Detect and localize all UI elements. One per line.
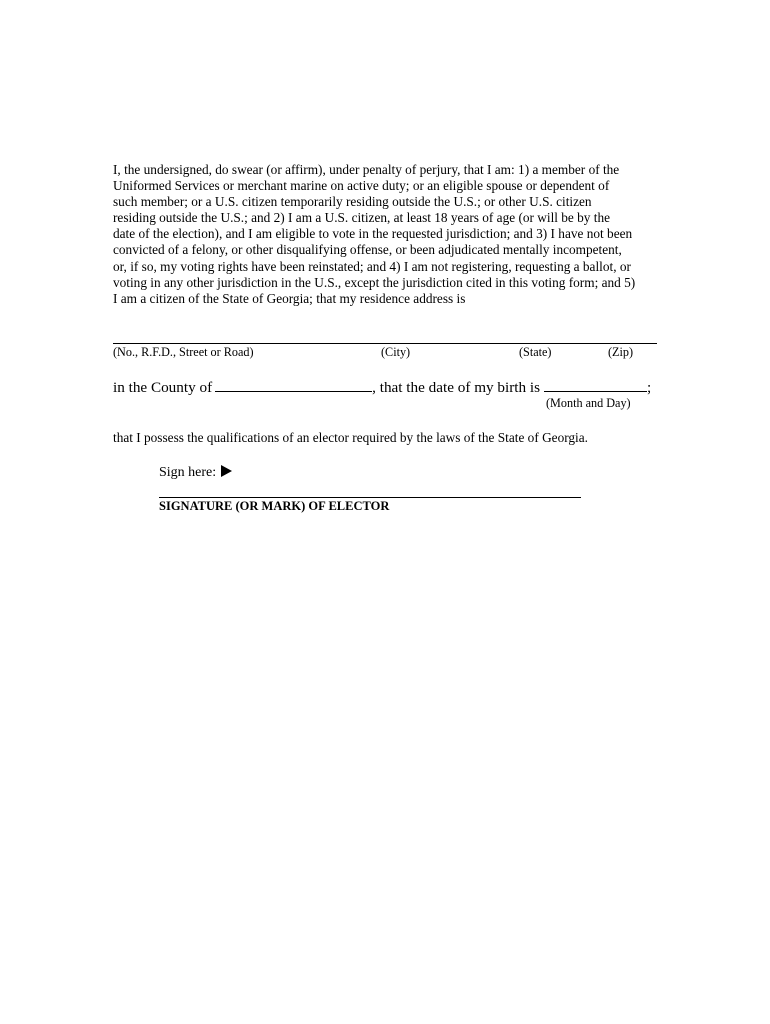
oath-line: I, the undersigned, do swear (or affirm), under penalty of perjury, that I am: 1) a member of the — [113, 162, 620, 177]
birth-date-hint: (Month and Day) — [546, 396, 631, 410]
birth-date-field[interactable] — [544, 378, 647, 392]
oath-paragraph — [113, 162, 663, 307]
county-field[interactable] — [215, 378, 372, 392]
oath-line: convicted of a felony, or other disqualifying offense, or been adjudicated mentally incompetent, — [113, 242, 622, 258]
zip-label: (Zip) — [608, 345, 634, 359]
qualification-statement: that I possess the qualifications of an elector required by the laws of the State of Georgia. — [113, 430, 588, 445]
city-label: (City) — [381, 345, 411, 359]
oath-line: date of the election), and I am eligible to vote in the requested jurisdiction; and 3) I have not been — [113, 226, 633, 242]
county-prefix: in the County of — [113, 379, 213, 396]
row-terminator: ; — [647, 379, 652, 396]
oath-line: Uniformed Services or merchant marine on active duty; or an eligible spouse or dependent of — [113, 178, 610, 194]
state-label: (State) — [519, 345, 552, 359]
oath-line: residing outside the U.S.; and 2) I am a U.S. citizen, at least 18 years of age (or will be by the — [113, 210, 611, 226]
county-birth-row — [113, 378, 651, 397]
arrow-right-icon — [221, 465, 232, 477]
oath-line: I am a citizen of the State of Georgia; that my residence address is — [113, 290, 466, 306]
residence-address-field[interactable] — [113, 343, 657, 344]
sign-here-label: Sign here: — [159, 465, 217, 480]
oath-line: such member; or a U.S. citizen temporarily residing outside the U.S.; or other U.S. citizen — [113, 194, 592, 210]
birth-date-text: , that the date of my birth is — [372, 379, 541, 396]
oath-line: or, if so, my voting rights have been reinstated; and 4) I am not registering, requesting a ballot, or — [113, 258, 631, 274]
signature-field[interactable] — [159, 497, 581, 498]
oath-line: voting in any other jurisdiction in the U.S., except the jurisdiction cited in this voting form; and 5) — [113, 274, 636, 290]
street-label: (No., R.F.D., Street or Road) — [113, 345, 254, 359]
signature-caption: SIGNATURE (OR MARK) OF ELECTOR — [159, 499, 390, 513]
sign-here-prompt — [159, 465, 232, 481]
